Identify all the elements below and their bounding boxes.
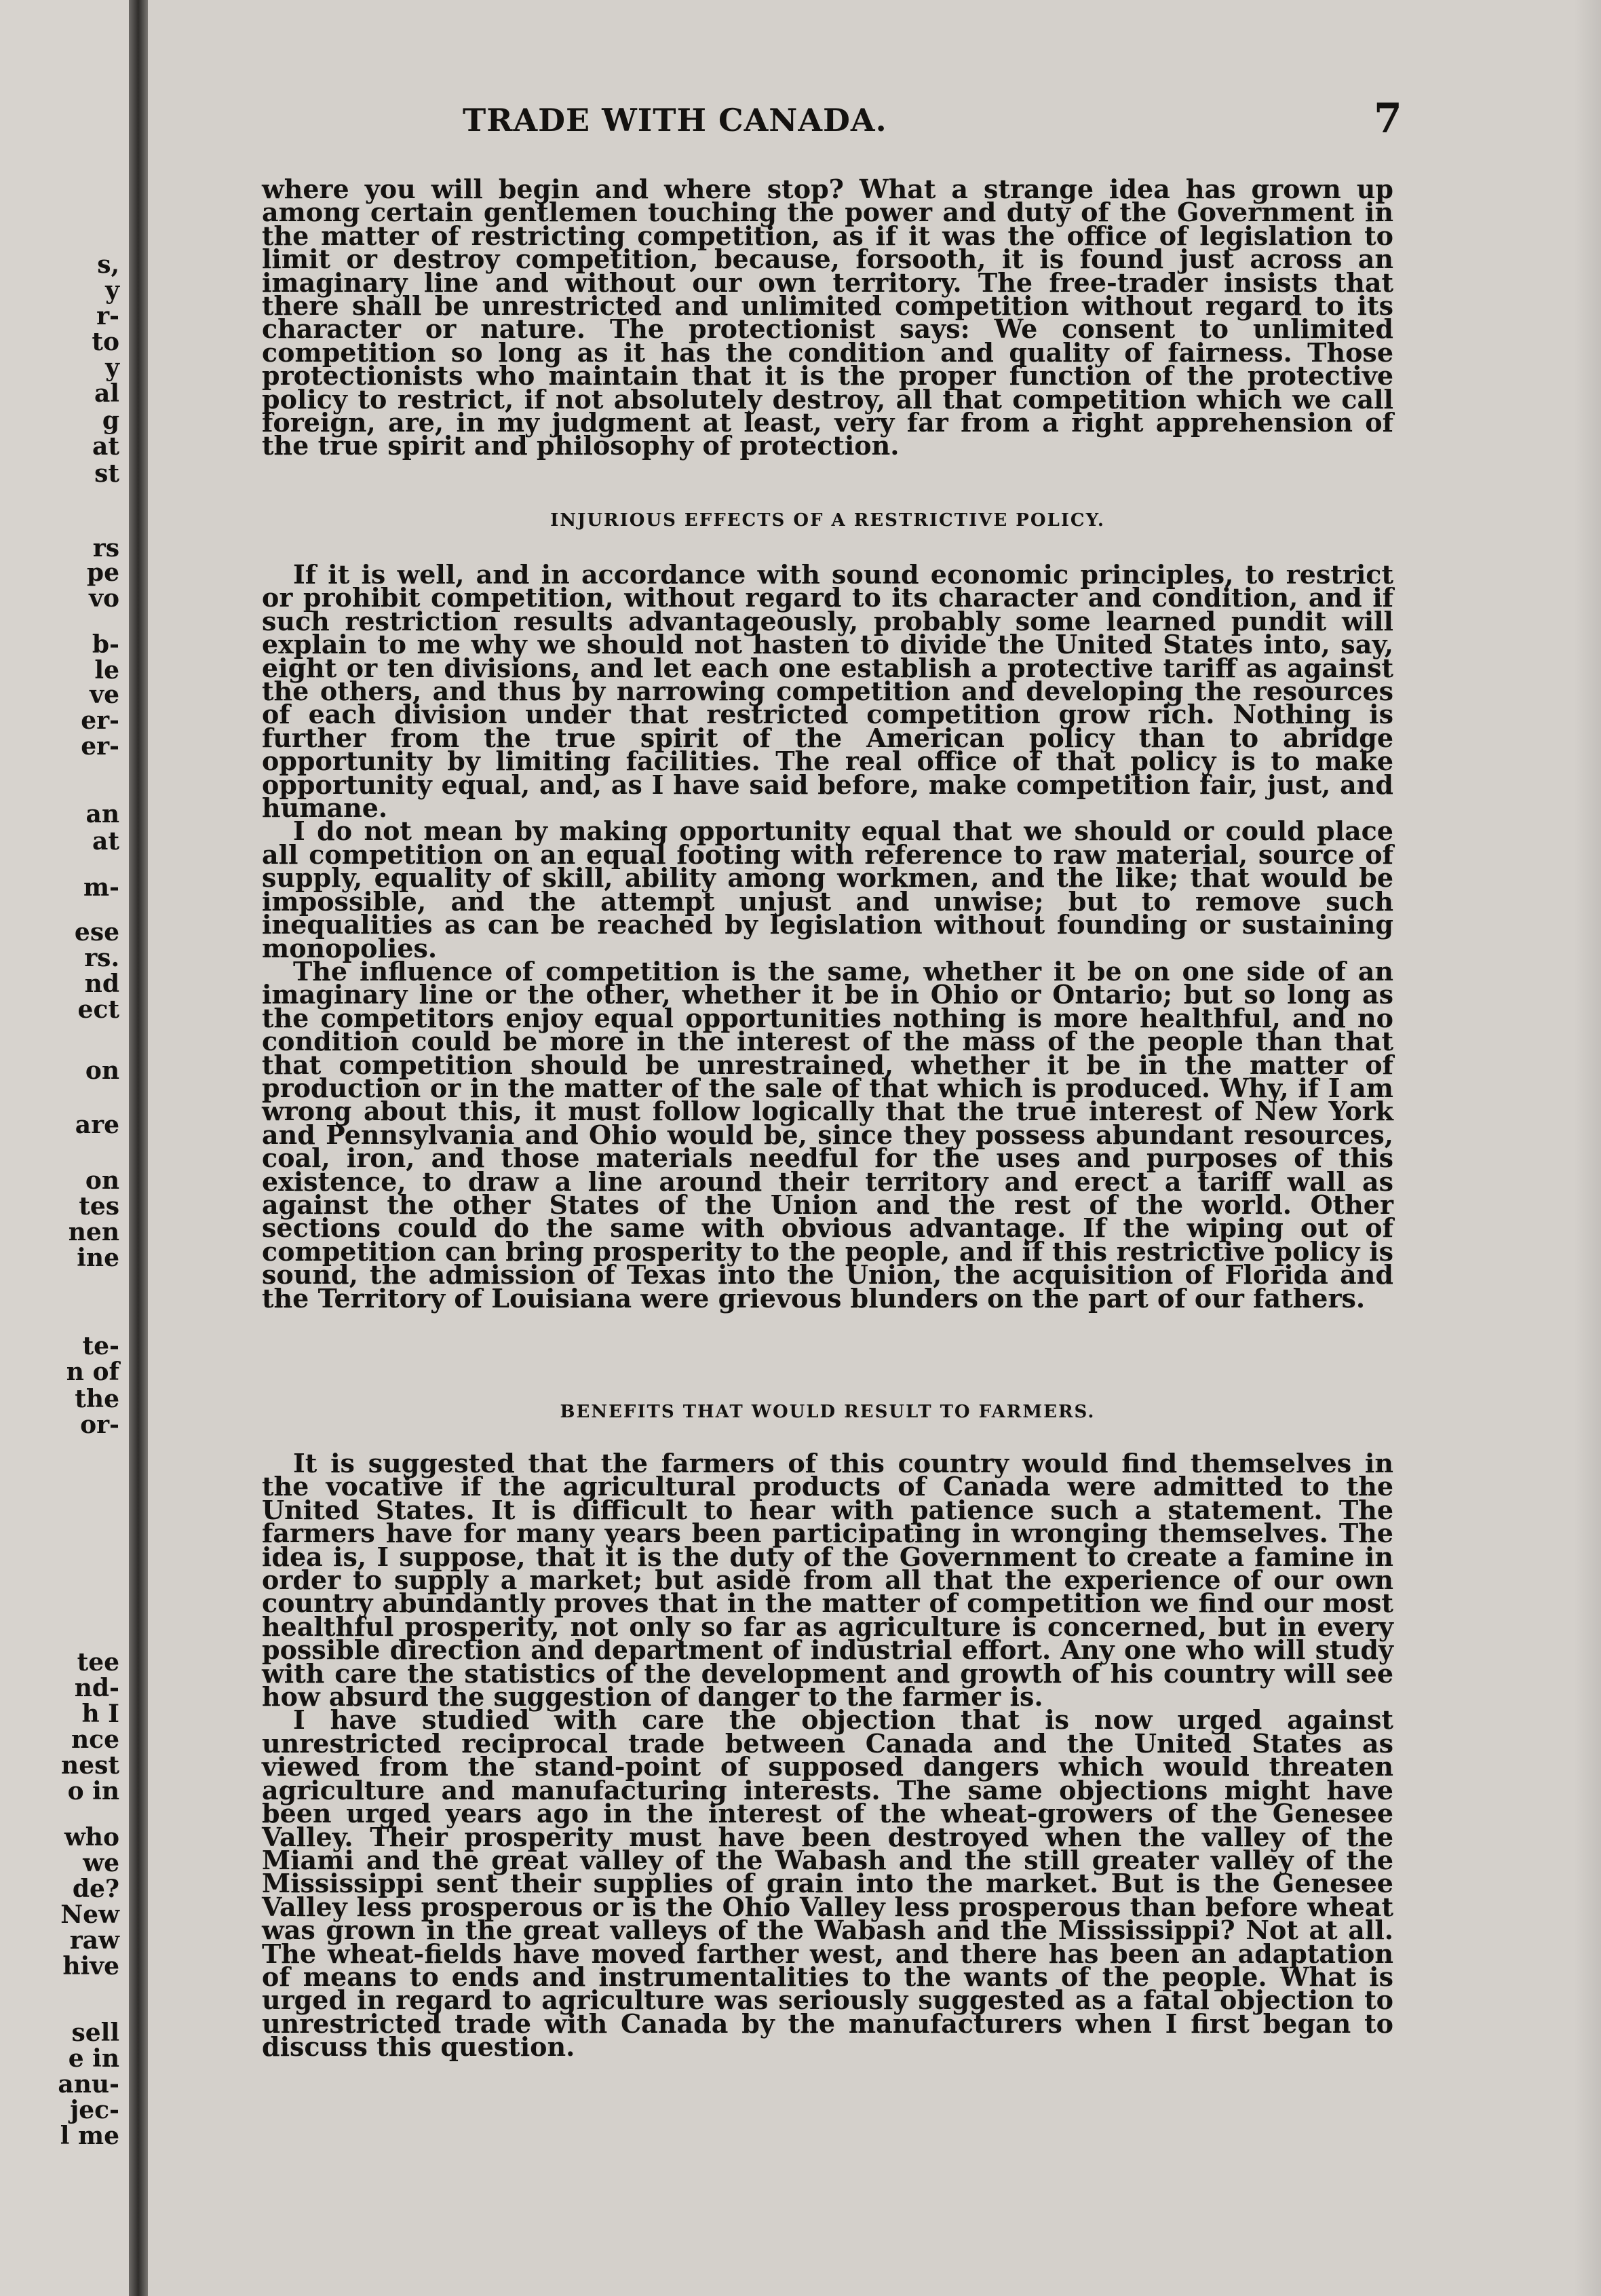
facing-page-text-fragment: b- [92,630,119,659]
facing-page-text-fragment: ese [74,918,119,946]
section1-text [262,559,1393,1314]
facing-page-text-fragment: nd- [74,1674,119,1702]
page-number: 7 [1374,95,1402,142]
facing-page-text-fragment: rs [92,534,119,562]
facing-page-text-fragment: nce [71,1725,119,1754]
facing-page-text-fragment: y [105,276,119,305]
paragraph: The influence of competition is the same, whether it be on one side of an imaginary line or the other, whether it be in Ohio or Ontario; but so long as the competitors enjoy equal opportunities nothing is more healthful, and no condition could be more in the interest of the mass of the people than that that competition should be unrestrained, whether it be in the matter of production or in the matter of the sale of that which is produced. Why, if I am wrong about this, it must follow logically that the true interest of New York and Pennsylvania and Ohio would be, since they possess abundant resources, coal, iron, and those materials needful for the uses and purposes of this existence, to draw a line around their territory and erect a tariff wall as against the other States of the Union and the rest of the world. Other sections could do the same with obvious advantage. If the wiping out of competition can bring prosperity to the people, and if this restrictive policy is sound, the admission of Texas into the Union, the acquisition of Florida and the Territory of Louisiana were grievous blunders on the part of our fathers. [262,955,1393,1314]
facing-page-text-fragment: ine [77,1244,119,1272]
page-edge-shadow [1574,0,1601,2296]
facing-page-text-fragment: on [85,1056,119,1085]
facing-page-text-fragment: an [85,800,119,828]
facing-page-text-fragment: on [85,1166,119,1195]
facing-page-text-fragment: anu- [58,2070,119,2099]
facing-page-text-fragment: y [105,353,119,382]
facing-page-text-fragment: jec- [70,2096,119,2124]
facing-page-text-fragment: nest [61,1751,119,1780]
facing-page-text-fragment: at [92,827,119,856]
facing-page-text-fragment: pe [86,558,119,587]
facing-page-fragment [0,0,129,2296]
running-header: TRADE WITH CANADA. [463,102,887,138]
facing-page-text-fragment: hive [62,1952,119,1981]
facing-page-text-fragment: m- [83,873,119,902]
facing-page-text-fragment: s, [97,250,119,279]
facing-page-text-fragment: tes [79,1192,119,1221]
facing-page-text-fragment: r- [96,302,119,330]
facing-page-text-fragment: ect [77,995,119,1024]
facing-page-text-fragment: the [75,1385,119,1413]
facing-page-text-fragment: l me [60,2122,119,2150]
facing-page-text-fragment: to [92,328,119,356]
facing-page-text-fragment: al [94,379,119,408]
facing-page-text-fragment: h I [81,1700,119,1728]
facing-page-text-fragment: nd [84,970,119,998]
facing-page-text-fragment: at [92,432,119,461]
section-heading-restrictive-policy: INJURIOUS EFFECTS OF A RESTRICTIVE POLICY. [550,510,1105,531]
facing-page-text-fragment: we [83,1849,119,1877]
section2-text [262,1448,1393,2063]
section-heading-benefits-farmers: BENEFITS THAT WOULD RESULT TO FARMERS. [560,1402,1096,1422]
facing-page-text-fragment: n of [66,1358,119,1386]
facing-page-text-fragment: le [94,656,119,685]
facing-page-text-fragment: te- [82,1332,119,1360]
facing-page-text-fragment: sell [71,2018,119,2047]
paragraph: where you will begin and where stop? What a strange idea has grown up among certain gentlemen touching the power and duty of the Government in the matter of restricting competition, as if it was the office of legislation to limit or destroy competition, because, forsooth, it is found just across an imaginary line and without our own territory. The free-trader insists that there shall be unrestricted and unlimited competition without regard to its character or nature. The protectionist says: We consent to unlimited competition so long as it has the condition and quality of fairness. Those protectionists who maintain that it is the proper function of the protective policy to restrict, if not absolutely destroy, all that competition which we call foreign, are, in my judgment at least, very far from a right apprehension of the true spirit and philosophy of protection. [262,174,1393,461]
facing-page-text-fragment: o in [67,1777,119,1805]
facing-page-text-fragment: tee [77,1648,119,1677]
facing-page-text-fragment: st [94,459,119,488]
facing-page-text-fragment: er- [81,732,119,761]
intro-text [262,174,1393,461]
facing-page-text-fragment: nen [68,1218,119,1246]
facing-page-text-fragment: who [64,1823,119,1852]
facing-page-text-fragment: de? [72,1875,119,1903]
facing-page-text-fragment: vo [89,584,119,613]
facing-page-text-fragment: g [102,406,119,435]
facing-page-text-fragment: or- [80,1411,119,1439]
facing-page-text-fragment: rs. [84,944,119,972]
facing-page-text-fragment: are [75,1111,119,1139]
paragraph: I do not mean by making opportunity equal that we should or could place all competition on an equal footing with reference to raw material, source of supply, equality of skill, ability among workmen, and the like; that would be impossible, and the attempt unjust and unwise; but to remove such inequalities as can be reached by legislation without founding or sustaining monopolies. [262,816,1393,963]
paragraph: I have studied with care the objection that is now urged against unrestricted reciprocal trade between Canada and the United States as viewed from the stand-point of supposed dangers which would threaten agriculture and manufacturing interests. The same objections might have been urged years ago in the interest of the wheat-growers of the Genesee Valley. Their prosperity must have been destroyed when the valley of the Miami and the great valley of the Wabash and the still greater valley of the Mississippi sent their supplies of grain into the market. But is the Genesee Valley less prosperous or is the Ohio Valley less prosperous than before wheat was grown in the great valleys of the Wabash and the Mississippi? Not at all. The wheat-fields have moved farther west, and there has been an adaptation of means to ends and instrumentalities to the wants of the people. What is urged in regard to agriculture was seriously suggested as a fatal objection to unrestricted trade with Canada by the manufacturers when I first began to discuss this question. [262,1704,1393,2063]
facing-page-text-fragment: er- [81,706,119,735]
paragraph: If it is well, and in accordance with sound economic principles, to restrict or prohibit competition, without regard to its character and condition, and if such restriction results advantageously, probably some learned pundit will explain to me why we should not hasten to divide the United States into, say, eight or ten divisions, and let each one establish a protective tariff as against the others, and thus by narrowing competition and developing the resources of each division under that restricted competition grow rich. Nothing is further from the true spirit of the American policy than to abridge opportunity by limiting facilities. The real office of that policy is to make opportunity equal, and, as I have said before, make competition fair, just, and humane. [262,559,1393,824]
facing-page-text-fragment: New [60,1900,119,1929]
paragraph: It is suggested that the farmers of this country would find themselves in the vocative if the agricultural products of Canada were admitted to the United States. It is difficult to hear with patience such a statement. The farmers have for many years been participating in wronging themselves. The idea is, I suppose, that it is the duty of the Government to create a famine in order to supply a market; but aside from all that the experience of our own country abundantly proves that in the matter of competition we find our most healthful prosperity, not only so far as agriculture is concerned, but in every possible direction and department of industrial effort. Any one who will study with care the statistics of the development and growth of his country will see how absurd the suggestion of danger to the farmer is. [262,1448,1393,1713]
book-gutter [129,0,148,2296]
facing-page-text-fragment: e in [68,2044,119,2073]
facing-page-text-fragment: ve [90,681,119,709]
facing-page-text-fragment: raw [69,1926,119,1955]
